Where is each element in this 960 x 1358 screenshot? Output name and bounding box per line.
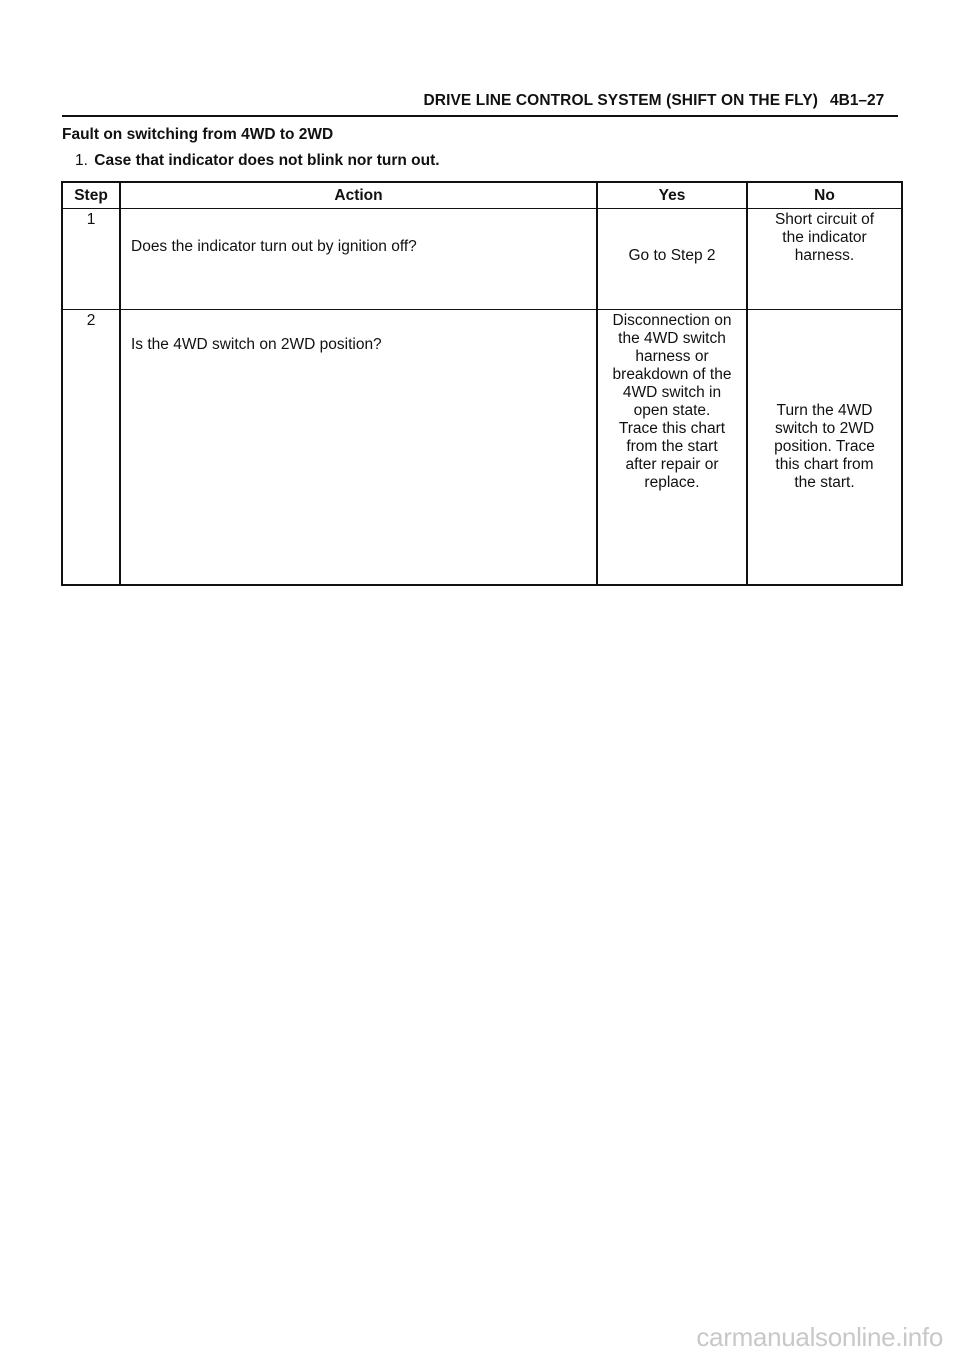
item-number: 1.: [75, 152, 88, 169]
yes-cell: [597, 310, 747, 586]
header-yes: Yes: [597, 182, 747, 209]
no-cell: [747, 310, 902, 586]
cell-line: harness or: [635, 348, 709, 365]
action-cell: Is the 4WD switch on 2WD position?: [120, 310, 597, 586]
watermark: carmanualsonline.info: [696, 1322, 943, 1352]
page-number: 4B1–27: [830, 92, 885, 109]
cell-line: harness.: [794, 247, 855, 264]
cell-line: open state.: [633, 402, 711, 419]
section-title: Fault on switching from 4WD to 2WD: [62, 126, 334, 143]
step-cell: 2: [62, 310, 120, 586]
procedure-subtitle: [75, 152, 440, 170]
table-row: [62, 310, 902, 586]
cell-line: position. Trace: [774, 438, 875, 455]
table-header-row: [62, 182, 902, 209]
cell-line: after repair or: [625, 456, 719, 473]
cell-line: the indicator: [782, 229, 867, 246]
cell-line: Short circuit of: [774, 211, 875, 228]
item-text: Case that indicator does not blink nor turn out.: [94, 152, 440, 169]
header-step: Step: [62, 182, 120, 209]
header-no: No: [747, 182, 902, 209]
cell-line: Trace this chart: [618, 420, 726, 437]
header-action: Action: [120, 182, 597, 209]
diagnostic-table: [61, 181, 903, 586]
header-divider: [62, 115, 898, 117]
page-header-title: DRIVE LINE CONTROL SYSTEM (SHIFT ON THE FLY): [423, 92, 818, 109]
cell-line: Disconnection on: [612, 312, 732, 329]
step-cell: 1: [62, 209, 120, 310]
cell-line: this chart from: [775, 456, 874, 473]
cell-line: the 4WD switch: [618, 330, 726, 347]
cell-line: Go to Step 2: [628, 247, 716, 264]
cell-line: the start.: [794, 474, 855, 491]
table-row: [62, 209, 902, 310]
no-cell: [747, 209, 902, 310]
cell-line: breakdown of the: [612, 366, 732, 383]
cell-line: Turn the 4WD: [776, 402, 873, 419]
cell-line: from the start: [626, 438, 718, 455]
action-cell: Does the indicator turn out by ignition off?: [120, 209, 597, 310]
yes-cell: [597, 209, 747, 310]
cell-line: replace.: [644, 474, 700, 491]
cell-line: switch to 2WD: [774, 420, 875, 437]
cell-line: 4WD switch in: [622, 384, 722, 401]
